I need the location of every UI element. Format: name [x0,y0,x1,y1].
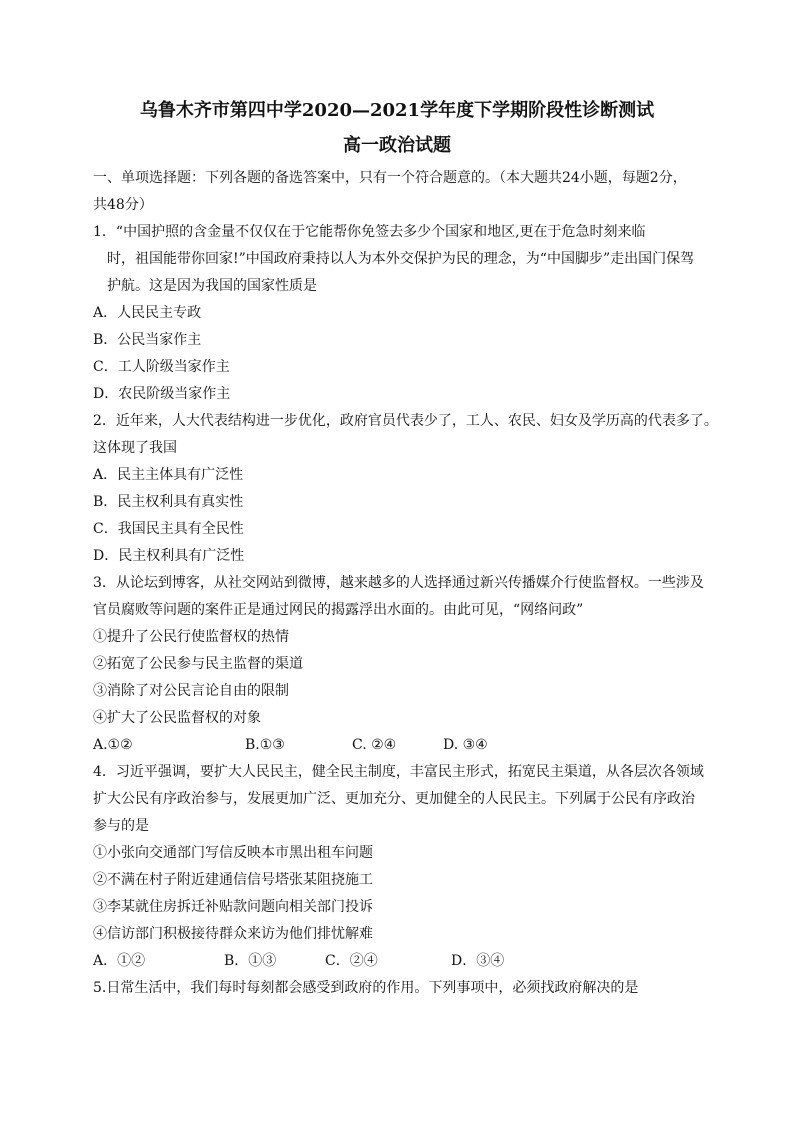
q4-option-d: D．③④ [451,953,505,969]
q2-option-b: B．民主权利具有真实性 [93,494,244,510]
q3-stem-line1: 3．从论坛到博客，从社交网站到微博，越来越多的人选择通过新兴传播媒介行使监督权。一些涉及 [93,575,704,591]
q3-option-c: C. ②④ [352,737,397,753]
section-instruction-line2: 共48分） [93,197,153,213]
q1-stem-line2: 时，祖国能带你回家!”中国政府秉持以人为本外交保护为民的理念，为“中国脚步”走出国门保驾 [107,251,695,267]
q4-statement-2: ②不满在村子附近建通信信号塔张某阻挠施工 [93,872,373,888]
q1-stem-line3: 护航。这是因为我国的国家性质是 [107,278,317,294]
q3-stem-line2: 官员腐败等问题的案件正是通过网民的揭露浮出水面的。由此可见，“网络问政” [93,602,584,618]
q3-option-d: D. ③④ [443,737,488,753]
q2-stem-line2: 这体现了我国 [93,440,177,456]
q4-statement-4: ④信访部门积极接待群众来访为他们排忧解难 [93,926,373,942]
q3-option-b: B.①③ [245,737,285,753]
q1-option-c: C．工人阶级当家作主 [93,359,230,375]
q4-option-a: A．①② [93,953,146,969]
section-instruction-line1: 一、单项选择题：下列各题的备选答案中，只有一个符合题意的。（本大题共24小题，每题2分， [93,170,687,186]
exam-title: 乌鲁木齐市第四中学2020—2021学年度下学期阶段性诊断测试 [139,100,655,121]
q2-option-c: C．我国民主具有全民性 [93,521,244,537]
q4-statement-1: ①小张向交通部门写信反映本市黑出租车问题 [93,845,373,861]
q2-option-a: A．民主主体具有广泛性 [93,467,244,483]
q3-statement-4: ④扩大了公民监督权的对象 [93,710,261,726]
q1-option-d: D．农民阶级当家作主 [93,386,231,402]
q3-statement-1: ①提升了公民行使监督权的热情 [93,629,289,645]
q1-option-b: B．公民当家作主 [93,332,202,348]
q3-statement-3: ③消除了对公民言论自由的限制 [93,683,289,699]
q1-option-a: A．人民民主专政 [93,305,202,321]
q1-stem-line1: 1．“中国护照的含金量不仅仅在于它能帮你免签去多少个国家和地区,更在于危急时刻来临 [93,224,646,240]
q3-option-a: A.①② [93,737,133,753]
q4-stem-line2: 扩大公民有序政治参与，发展更加广泛、更加充分、更加健全的人民民主。下列属于公民有序政治 [93,791,695,807]
q4-option-b: B．①③ [224,953,277,969]
q2-option-d: D．民主权利具有广泛性 [93,548,245,564]
q4-option-c: C．②④ [325,953,378,969]
exam-subtitle: 高一政治试题 [343,135,451,156]
q4-stem-line3: 参与的是 [93,818,149,834]
q4-statement-3: ③李某就住房拆迁补贴款问题向相关部门投诉 [93,899,373,915]
q3-statement-2: ②拓宽了公民参与民主监督的渠道 [93,656,303,672]
q2-stem-line1: 2．近年来，人大代表结构进一步优化，政府官员代表少了，工人、农民、妇女及学历高的代表多了。 [93,413,718,429]
q4-stem-line1: 4．习近平强调，要扩大人民民主，健全民主制度，丰富民主形式，拓宽民主渠道，从各层次各领域 [93,764,704,780]
q5-stem-line1: 5.日常生活中，我们每时每刻都会感受到政府的作用。下列事项中，必须找政府解决的是 [93,980,639,996]
